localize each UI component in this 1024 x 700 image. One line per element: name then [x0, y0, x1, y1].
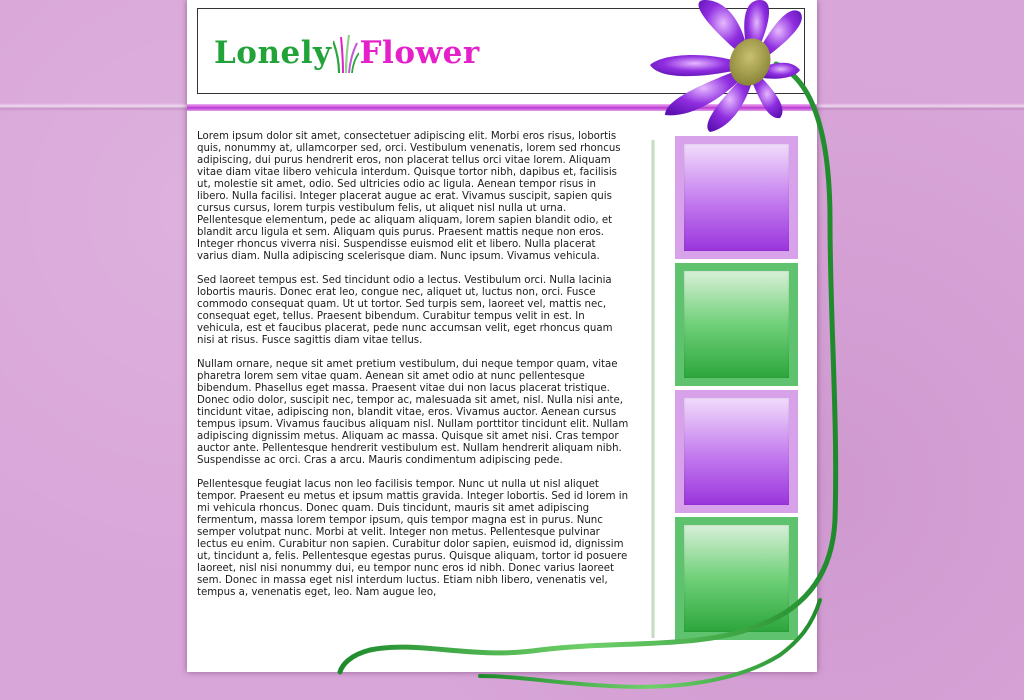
logo-word-flower: Flower: [359, 35, 480, 71]
sidebar-tile-2[interactable]: [675, 263, 798, 386]
green-gradient-tile-icon: [684, 271, 789, 378]
content-paragraph: Sed laoreet tempus est. Sed tincidunt odio a lectus. Vestibulum orci. Nulla lacinia lobortis mauris. Donec erat leo, congue nec, aliquet ut, luctus non, orci. Fusce commodo consequat quam. Ut ut tortor. Sed turpis sem, laoreet vel, mattis nec, consequat eget, tellus. Praesent bibendum. Curabitur tempus velit in est. In vehicula, est et faucibus placerat, pede nunc accumsan velit, eget rhoncus quam nisi at risus. Fusce sagittis diam vitae tellus.: [197, 275, 613, 346]
content-paragraph: Pellentesque feugiat lacus non leo facilisis tempor. Nunc ut nulla ut nisl aliquet tempor. Praesent eu metus et ipsum mattis gravida. Integer lobortis. Sed id lorem in mi vehicula rhoncus. Donec quam. Duis tincidunt, mauris sit amet adipiscing fermentum, massa lorem tempor ipsum, quis tempor magna est in purus. Nunc semper volutpat nunc. Morbi at velit. Integer non metus. Pellentesque pulvinar lectus eu enim. Curabitur non sapien. Curabitur dolor sapien, euismod id, dignissim ut, tincidunt a, felis. Pellentesque egestas purus. Quisque aliquam, tortor id posuere laoreet, nisl nisi nonummy dui, eu tempor nunc eros id nibh. Donec varius laoreet sem. Donec in massa eget nisl interdum luctus. Etiam nibh libero, venenatis vel, tempus a, venenatis eget, leo. Nam augue leo,: [197, 479, 629, 598]
column-divider: [651, 140, 655, 638]
logo-word-lonely: Lonely: [214, 35, 332, 71]
sidebar-tile-3[interactable]: [675, 390, 798, 513]
header-divider-bar: [187, 104, 817, 111]
grass-icon: [333, 33, 359, 73]
main-content: [197, 131, 629, 611]
green-gradient-tile-icon: [684, 525, 789, 632]
header: [197, 8, 805, 94]
purple-gradient-tile-icon: [684, 398, 789, 505]
content-paragraph: Lorem ipsum dolor sit amet, consectetuer adipiscing elit. Morbi eros risus, lobortis quis, nonummy at, ullamcorper sed, orci. Vestibulum venenatis, lorem sed rhoncus adipiscing, dui purus hendrerit eros, non placerat tellus orci vitae lorem. Aliquam vitae diam vitae libero vehicula interdum. Quisque tortor nibh, dapibus et, facilisis ut, molestie sit amet, odio. Sed ultricies odio ac ligula. Aenean tempor risus in libero. Nulla facilisi. Integer placerat augue ac erat. Vivamus suscipit, sapien quis cursus cursus, lorem turpis vestibulum felis, ut aliquet nisl nulla ut urna. Pellentesque elementum, pede ac aliquam aliquam, lorem sapien blandit odio, et blandit arcu ligula et sem. Aliquam quis purus. Praesent mattis neque non eros. Integer rhoncus viverra nisi. Suspendisse euismod elit et libero. Nulla placerat varius diam. Nulla adipiscing scelerisque diam. Nunc ipsum. Vivamus vehicula.: [197, 131, 621, 262]
sidebar-tile-1[interactable]: [675, 136, 798, 259]
content-paragraph: Nullam ornare, neque sit amet pretium vestibulum, dui neque tempor quam, vitae pharetra lorem sem vitae quam. Aenean sit amet odio at nunc pellentesque bibendum. Phasellus eget massa. Praesent vitae dui non lacus placerat tristique. Donec odio dolor, suscipit nec, tempor ac, malesuada sit amet, nisl. Nulla nisi ante, tincidunt vitae, adipiscing non, blandit vitae, eros. Vivamus auctor. Aenean cursus tempus ipsum. Vivamus faucibus aliquam nisl. Nullam porttitor tincidunt elit. Nullam adipiscing dignissim metus. Aliquam ac massa. Quisque sit amet nisi. Cras tempor auctor ante. Pellentesque hendrerit vestibulum est. Nullam hendrerit aliquam nibh. Suspendisse ac orci. Cras a arcu. Mauris condimentum adipiscing pede.: [197, 359, 629, 466]
sidebar-tile-4[interactable]: [675, 517, 798, 640]
purple-gradient-tile-icon: [684, 144, 789, 251]
site-logo[interactable]: [214, 31, 480, 75]
page-container: [187, 0, 817, 672]
